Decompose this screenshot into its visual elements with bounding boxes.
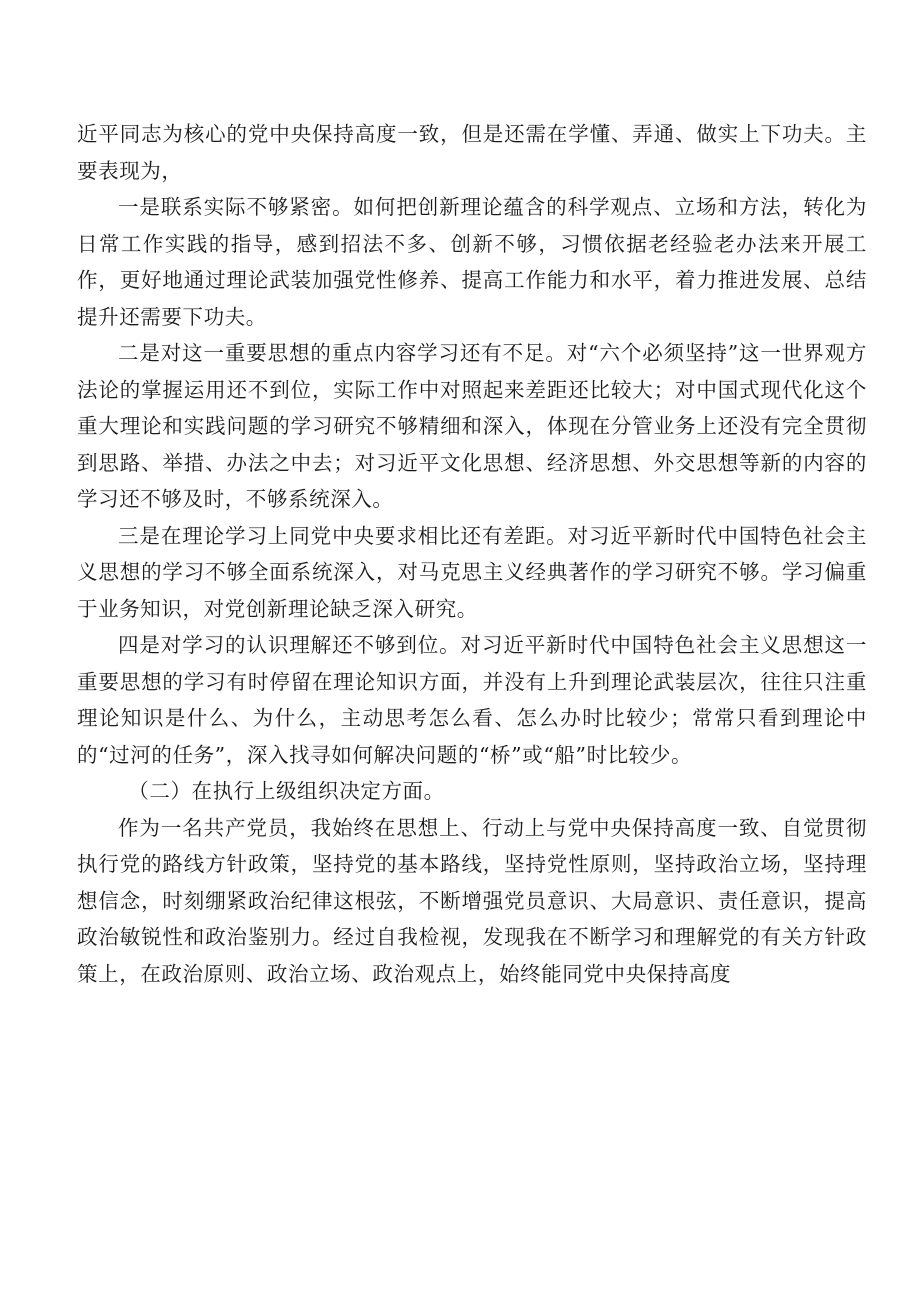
paragraph-section-body: 作为一名共产党员，我始终在思想上、行动上与党中央保持高度一致、自觉贯彻执行党的路线方针政策，坚持党的基本路线，坚持党性原则，坚持政治立场，坚持理想信念，时刻绷紧政治纪律这根弦，不断增强党员意识、大局意识、责任意识，提高政治敏锐性和政治鉴别力。经过自我检视，发现我在不断学习和理解党的有关方针政策上，在政治原则、政治立场、政治观点上，始终能同党中央保持高度 <box>77 815 867 986</box>
section-heading: （二）在执行上级组织决定方面。 <box>128 779 445 803</box>
paragraph-point-three: 三是在理论学习上同党中央要求相比还有差距。对习近平新时代中国特色社会主义思想的学习不够全面系统深入，对马克思主义经典著作的学习研究不够。学习偏重于业务知识，对党创新理论缺乏深入研究。 <box>77 523 867 621</box>
paragraph-point-two: 二是对这一重要思想的重点内容学习还有不足。对“六个必须坚持”这一世界观方法论的掌握运用还不到位，实际工作中对照起来差距还比较大；对中国式现代化这个重大理论和实践问题的学习研究不够精细和深入，体现在分管业务上还没有完全贯彻到思路、举措、办法之中去；对习近平文化思想、经济思想、外交思想等新的内容的学习还不够及时，不够系统深入。 <box>77 341 867 511</box>
document-body <box>77 116 867 992</box>
paragraph-point-one: 一是联系实际不够紧密。如何把创新理论蕴含的科学观点、立场和方法，转化为日常工作实践的指导，感到招法不多、创新不够，习惯依据老经验老办法来开展工作，更好地通过理论武装加强党性修养、提高工作能力和水平，着力推进发展、总结提升还需要下功夫。 <box>77 195 867 329</box>
paragraph-point-four: 四是对学习的认识理解还不够到位。对习近平新时代中国特色社会主义思想这一重要思想的学习有时停留在理论知识方面，并没有上升到理论武装层次，往往只注重理论知识是什么、为什么，主动思考怎么看、怎么办时比较少；常常只看到理论中的“过河的任务”，深入找寻如何解决问题的“桥”或“船”时比较少。 <box>77 633 867 767</box>
paragraph-continuation: 近平同志为核心的党中央保持高度一致，但是还需在学懂、弄通、做实上下功夫。主要表现为， <box>77 122 867 183</box>
